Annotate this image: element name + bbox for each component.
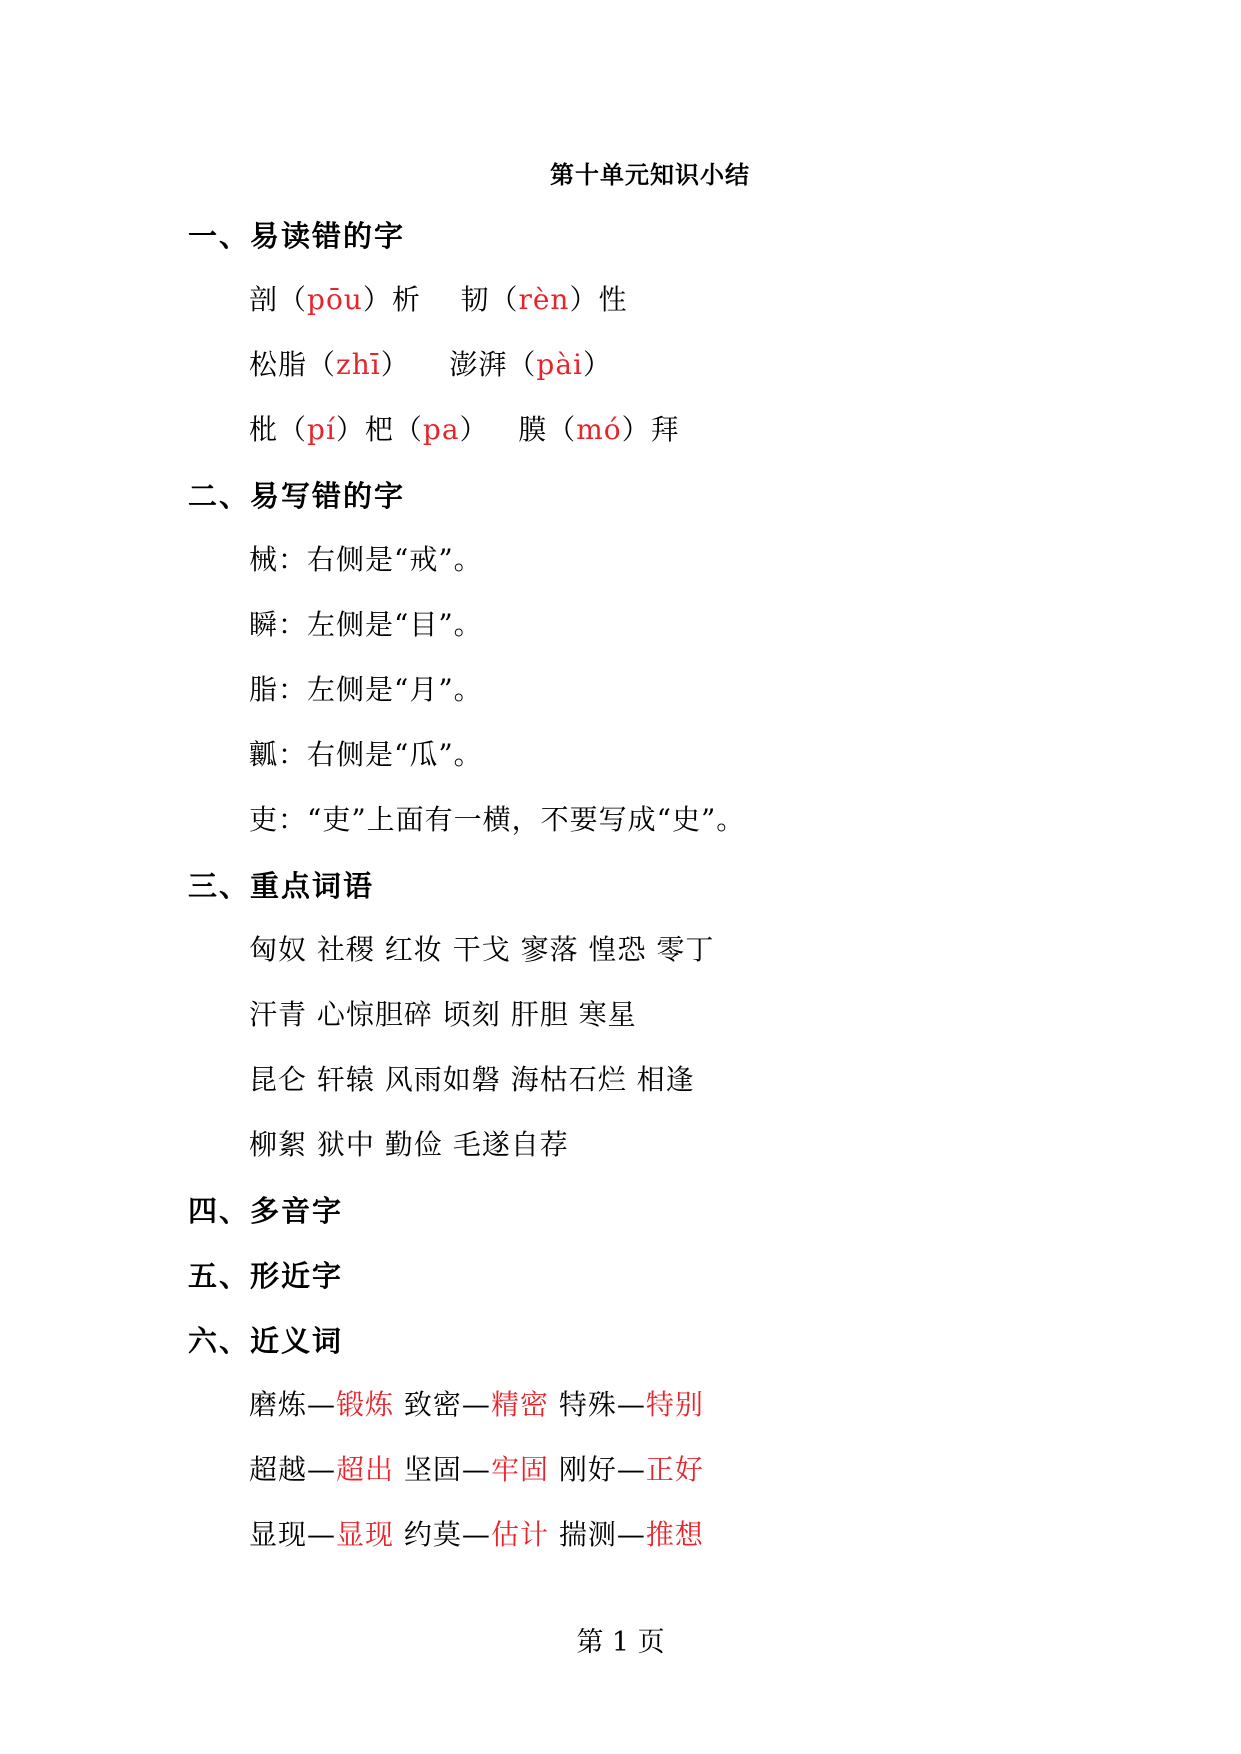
- answer-text: 牢固: [490, 1453, 549, 1486]
- prompt-text: 特殊—: [548, 1388, 646, 1421]
- synonyms-line: [249, 1513, 704, 1553]
- prompt-text: ）析: [362, 283, 421, 316]
- page-title: 第十单元知识小结: [550, 161, 750, 189]
- section-heading-polyphones: 四、多音字: [188, 1194, 344, 1228]
- prompt-text: 显现—: [249, 1518, 337, 1551]
- prompt-text: ） 膜（: [459, 413, 577, 446]
- section-heading-key-words: 三、重点词语: [188, 869, 375, 903]
- answer-text: pa: [422, 413, 460, 446]
- writing-line: 瓤：右侧是“瓜”。: [249, 738, 483, 771]
- prompt-text: ）: [380, 348, 410, 381]
- prompt-text: ）性: [569, 283, 628, 316]
- synonyms-line: [249, 1383, 704, 1423]
- prompt-text: 刚好—: [548, 1453, 646, 1486]
- prompt-text: ）杷（: [335, 413, 423, 446]
- page-number: 第 1 页: [576, 1627, 665, 1658]
- answer-text: pí: [307, 413, 336, 446]
- prompt-text: ）拜: [621, 413, 680, 446]
- prompt-text: 韧（: [420, 283, 519, 316]
- section-heading-synonyms: 六、近义词: [188, 1324, 344, 1358]
- prompt-text: ）: [582, 348, 612, 381]
- key-words-line: 昆仑 轩辕 风雨如磐 海枯石烂 相逢: [249, 1063, 695, 1096]
- prompt-text: 枇（: [249, 413, 308, 446]
- section-heading-writing: 二、易写错的字: [188, 479, 406, 513]
- prompt-text: 约莫—: [394, 1518, 491, 1551]
- answer-text: 正好: [645, 1453, 704, 1486]
- prompt-text: 松脂（: [249, 348, 337, 381]
- prompt-text: 剖（: [249, 283, 308, 316]
- prompt-text: 超越—: [249, 1453, 337, 1486]
- key-words-line: 柳絮 狱中 勤俭 毛遂自荐: [249, 1128, 569, 1161]
- key-words-line: 汗青 心惊胆碎 顷刻 肝胆 寒星: [249, 998, 637, 1031]
- answer-text: rèn: [518, 283, 570, 316]
- section-heading-pronunciation: 一、易读错的字: [188, 219, 406, 253]
- section-heading-similar-characters: 五、形近字: [188, 1259, 344, 1293]
- prompt-text: 致密—: [394, 1388, 491, 1421]
- answer-text: 特别: [645, 1388, 704, 1421]
- synonyms-line: [249, 1448, 704, 1488]
- pronunciation-line: [249, 408, 680, 448]
- pronunciation-line: [249, 278, 627, 318]
- answer-text: pōu: [307, 283, 363, 316]
- key-words-line: 匈奴 社稷 红妆 干戈 寥落 惶恐 零丁: [249, 933, 715, 966]
- writing-line: 脂：左侧是“月”。: [249, 673, 483, 706]
- answer-text: mó: [576, 413, 622, 446]
- prompt-text: 坚固—: [394, 1453, 491, 1486]
- answer-text: 锻炼: [336, 1388, 395, 1421]
- prompt-text: 磨炼—: [249, 1388, 337, 1421]
- writing-line: 吏：“吏”上面有一横，不要写成“史”。: [249, 803, 746, 836]
- prompt-text: 澎湃（: [409, 348, 537, 381]
- answer-text: zhī: [336, 348, 381, 381]
- prompt-text: 揣测—: [548, 1518, 646, 1551]
- answer-text: 推想: [645, 1518, 704, 1551]
- answer-text: 超出: [336, 1453, 395, 1486]
- writing-line: 瞬：左侧是“目”。: [249, 608, 483, 641]
- answer-text: 估计: [490, 1518, 549, 1551]
- pronunciation-line: [249, 343, 612, 383]
- writing-line: 械：右侧是“戒”。: [249, 543, 483, 576]
- answer-text: 显现: [336, 1518, 395, 1551]
- answer-text: pài: [536, 348, 583, 381]
- answer-text: 精密: [490, 1388, 549, 1421]
